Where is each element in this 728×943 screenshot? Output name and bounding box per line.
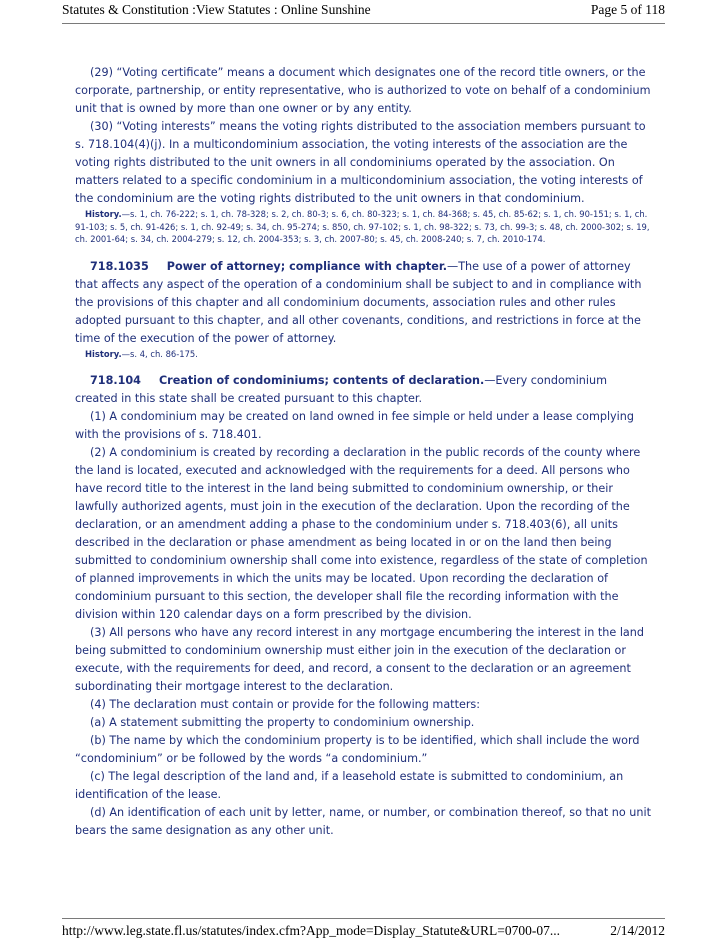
paragraph-d: (d) An identification of each unit by letter, name, or number, or combination thereof, so that no unit bears the same designation as any other unit.	[75, 806, 651, 838]
paragraph-a: (a) A statement submitting the property to condominium ownership.	[90, 716, 475, 730]
footer-url: http://www.leg.state.fl.us/statutes/index.cfm?App_mode=Display_Statute&URL=0700-07...	[62, 923, 561, 938]
definition-30: (30) “Voting interests” means the voting rights distributed to the association members pursuant to s. 718.104(4)(j). In a multicondominium association, the voting interests of the association are the voting rights distributed to the unit owners in all condominiums operated by the association. On matters related to a specific condominium in a multicondominium association, the voting interests of the condominium are the voting rights distributed to the unit owners in that condominium.	[75, 120, 646, 205]
header-title: Statutes & Constitution :View Statutes : Online Sunshine	[62, 2, 371, 17]
section-718-104	[75, 372, 651, 408]
page-footer	[62, 919, 665, 941]
history-note	[75, 348, 651, 361]
history-note	[75, 208, 651, 246]
paragraph-c: (c) The legal description of the land and, if a leasehold estate is submitted to condominium, an identification of the lease.	[75, 770, 624, 802]
section-number: 718.104	[90, 374, 141, 388]
history-label: History.	[85, 209, 122, 219]
statute-body	[75, 64, 651, 840]
history-text: —s. 1, ch. 76-222; s. 1, ch. 78-328; s. 2, ch. 80-3; s. 6, ch. 80-323; s. 1, ch. 84-368; s. 45, ch. 85-62; s. 1, ch. 90-151; s. 1, ch. 91-103; s. 5, ch. 91-426; s. 1, ch. 92-49; s. 34, ch. 95-274; s. 850, ch. 97-102; s. 1, ch. 98-322; s. 73, ch. 99-3; s. 48, ch. 2000-302; s. 19, ch. 2001-64; s. 34, ch. 2004-279; s. 12, ch. 2004-353; s. 3, ch. 2007-80; s. 45, ch. 2008-240; s. 7, ch. 2010-174.	[75, 209, 650, 245]
section-title: Creation of condominiums; contents of declaration.	[158, 374, 485, 388]
subsection-2: (2) A condominium is created by recording a declaration in the public records of the county where the land is located, executed and acknowledged with the requirements for a deed. All persons who have record title to the interest in the land being submitted to condominium ownership, or their lawfully authorized agents, must join in the execution of the declaration. Upon the recording of the declaration, or an amendment adding a phase to the condominium under s. 718.403(6), all units described in the declaration or phase amendment as being located in or on the land then being submitted to condominium ownership shall come into existence, regardless of the state of completion of planned improvements in which the units may be located. Upon recording the declaration of condominium pursuant to this section, the developer shall file the recording information with the division within 120 calendar days on a form prescribed by the division.	[75, 446, 648, 622]
subsection-3: (3) All persons who have any record interest in any mortgage encumbering the interest in the land being submitted to condominium ownership must either join in the execution of the declaration or execute, with the requirements for deed, and record, a consent to the declaration or an agreement subordinating their mortgage interest to the declaration.	[75, 626, 644, 694]
section-number: 718.1035	[90, 259, 149, 273]
history-label: History.	[85, 348, 122, 359]
section-text: —The use of a power of attorney that affects any aspect of the operation of a condominium shall be subject to and in compliance with the provisions of this chapter and all condominium documents, association rules and other rules adopted pursuant to this chapter, and all other covenants, conditions, and restrictions in force at the time of the execution of the power of attorney.	[75, 259, 642, 345]
page-number: Page 5 of 118	[590, 2, 665, 17]
section-title: Power of attorney; compliance with chapter.	[166, 259, 447, 273]
footer-date: 2/14/2012	[610, 923, 665, 938]
paragraph-b: (b) The name by which the condominium property is to be identified, which shall include the word “condominium” or be followed by the words “a condominium.”	[75, 734, 640, 766]
header-divider	[62, 23, 665, 24]
section-text: —Every condominium created in this state shall be created pursuant to this chapter.	[75, 374, 607, 406]
definition-29: (29) “Voting certificate” means a document which designates one of the record title owners, or the corporate, partnership, or entity representative, who is authorized to vote on behalf of a condominium unit that is owned by more than one owner or by any entity.	[75, 66, 651, 115]
section-718-1035	[75, 258, 651, 348]
subsection-4: (4) The declaration must contain or provide for the following matters:	[90, 698, 481, 712]
history-text: —s. 4, ch. 86-175.	[121, 348, 198, 359]
subsection-1: (1) A condominium may be created on land owned in fee simple or held under a lease complying with the provisions of s. 718.401.	[75, 410, 634, 442]
page-header	[62, 0, 665, 24]
